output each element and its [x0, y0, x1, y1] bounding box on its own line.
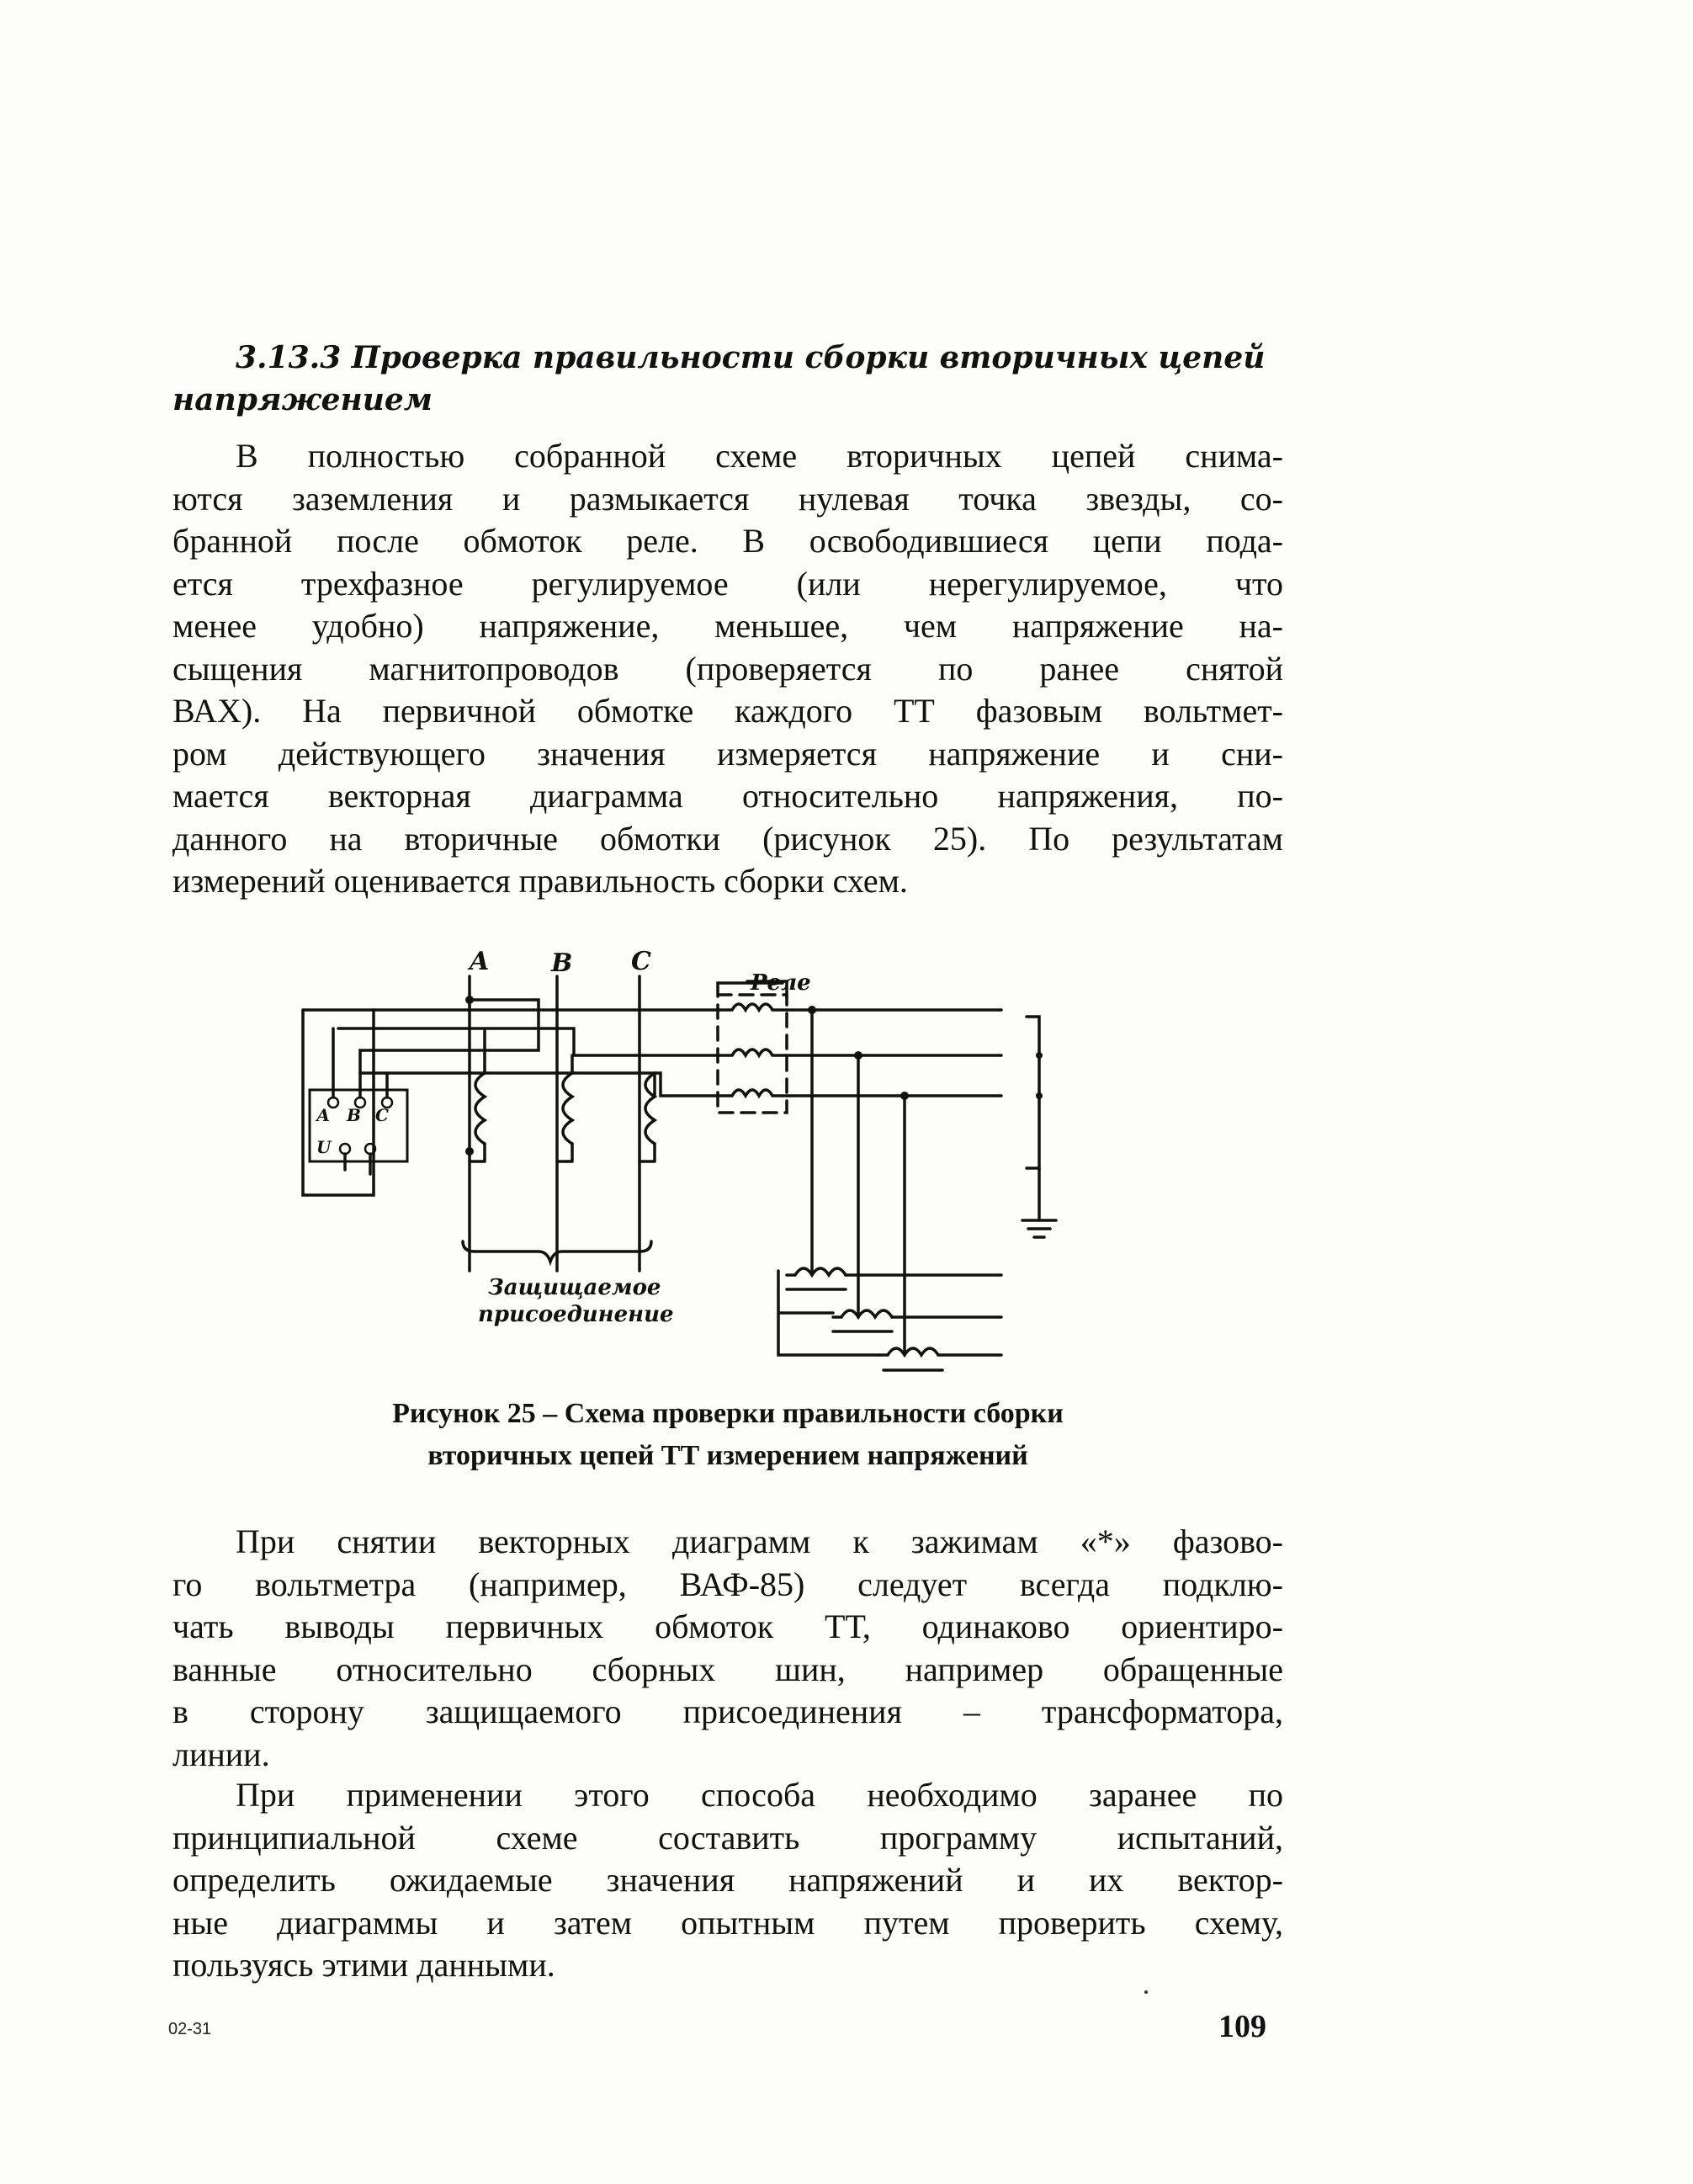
caption-line-1: Рисунок 25 – Схема проверки правильности сборки [392, 1398, 1064, 1429]
paragraph-line: данного на вторичные обмотки (рисунок 25). По результатам [172, 819, 1283, 858]
relay-coil-b [718, 1049, 787, 1055]
junction-dot [1036, 1092, 1043, 1099]
paragraph-line: ные диаграммы и затем опытным путем проверить схему, [172, 1903, 1283, 1942]
print-speck [1144, 1990, 1148, 1994]
footer-code: 02-31 [168, 2020, 212, 2038]
protected-label-line-2: присоединение [478, 1302, 674, 1327]
vt-winding-c [879, 1348, 938, 1355]
section-heading-line-1: 3.13.3 Проверка правильности сборки вторичных цепей [236, 340, 1266, 375]
section-heading-line-2: напряжением [172, 382, 433, 417]
paragraph-line: сыщения магнитопроводов (проверяется по ранее снятой [172, 649, 1283, 688]
neutral-bracket [1027, 1017, 1039, 1168]
secondary-line-c [360, 1073, 718, 1096]
paragraph-line: мается векторная диаграмма относительно напряжения, по- [172, 777, 1283, 815]
phase-label-a: A [470, 947, 490, 976]
junction-dot [465, 1147, 474, 1156]
caption-line-2: вторичных цепей ТТ измерением напряжений [427, 1440, 1028, 1471]
junction-dot [1036, 1052, 1043, 1059]
paragraph-line: принципиальной схеме составить программу испытаний, [172, 1818, 1283, 1857]
paragraph-line: ванные относительно сборных шин, например обращенные [172, 1650, 1283, 1688]
paragraph-line: ются заземления и размыкается нулевая точка звезды, со- [172, 479, 1283, 518]
meter-label-b: В [347, 1105, 361, 1125]
paragraph-1 [172, 435, 1283, 903]
paragraph-line: измерений оценивается правильность сборки схем. [172, 862, 908, 900]
protected-label-line-1: Защищаемое [488, 1275, 661, 1300]
paragraph-line: в сторону защищаемого присоединения – трансформатора, [172, 1692, 1283, 1730]
section-heading [172, 337, 1266, 421]
meter-lower-leads [345, 1154, 370, 1174]
meter-terminal [328, 1097, 338, 1108]
relay-coil-c [718, 1090, 787, 1096]
relay-coil-a [718, 1004, 787, 1010]
meter-label-a: А [316, 1105, 331, 1125]
paragraph-line: При снятии векторных диаграмм к зажимам «*» фазово- [236, 1522, 1283, 1560]
paragraph-line: ется трехфазное регулируемое (или нерегулируемое, что [172, 564, 1283, 603]
junction-dot [900, 1092, 909, 1100]
meter-terminal [340, 1144, 350, 1154]
vt-winding-a [787, 1268, 846, 1275]
ct-leads-b [557, 1055, 572, 1161]
paragraph-line: го вольтметра (например, ВАФ-85) следует всегда подклю- [172, 1565, 1283, 1603]
paragraph-line: При применении этого способа необходимо заранее по [236, 1776, 1283, 1814]
phase-label-c: C [631, 947, 651, 976]
paragraph-line: менее удобно) напряжение, меньшее, чем напряжение на- [172, 607, 1283, 645]
phase-label-b: B [551, 949, 573, 978]
vt-output-lines [846, 1275, 1001, 1355]
figure-25-circuit-diagram [286, 943, 1085, 1397]
ground-icon [1022, 1220, 1056, 1237]
paragraph-line: линии. [172, 1735, 270, 1773]
page-number: 109 [1218, 2009, 1266, 2044]
ct-winding-b [563, 1073, 572, 1144]
paragraph-line: В полностью собранной схеме вторичных цепей снима- [236, 437, 1283, 475]
junction-dot [854, 1051, 862, 1060]
paragraph-line: пользуясь этими данными. [172, 1946, 555, 1984]
meter-label-c: С [375, 1105, 389, 1125]
vt-return-wire [778, 1271, 879, 1355]
relay-label: Реле [751, 970, 811, 996]
paragraph-3 [172, 1774, 1283, 1987]
circuit-diagram-svg [286, 943, 1085, 1397]
paragraph-2 [172, 1521, 1283, 1776]
paragraph-line: чать выводы первичных обмоток ТТ, одинаково ориентиро- [172, 1607, 1283, 1645]
paragraph-line: определить ожидаемые значения напряжений и их вектор- [172, 1861, 1283, 1899]
paragraph-line: ром действующего значения измеряется напряжение и сни- [172, 734, 1283, 773]
paragraph-line: ВАХ). На первичной обмотке каждого ТТ фазовым вольтмет- [172, 692, 1283, 730]
junction-dot [808, 1006, 816, 1014]
vt-winding-b [833, 1310, 892, 1317]
figure-caption [172, 1393, 1283, 1477]
ct-winding-a [475, 1073, 485, 1144]
meter-label-u: U [316, 1137, 332, 1157]
meter-leads [333, 1000, 539, 1097]
paragraph-line: бранной после обмоток реле. В освободившиеся цепи пода- [172, 522, 1283, 560]
